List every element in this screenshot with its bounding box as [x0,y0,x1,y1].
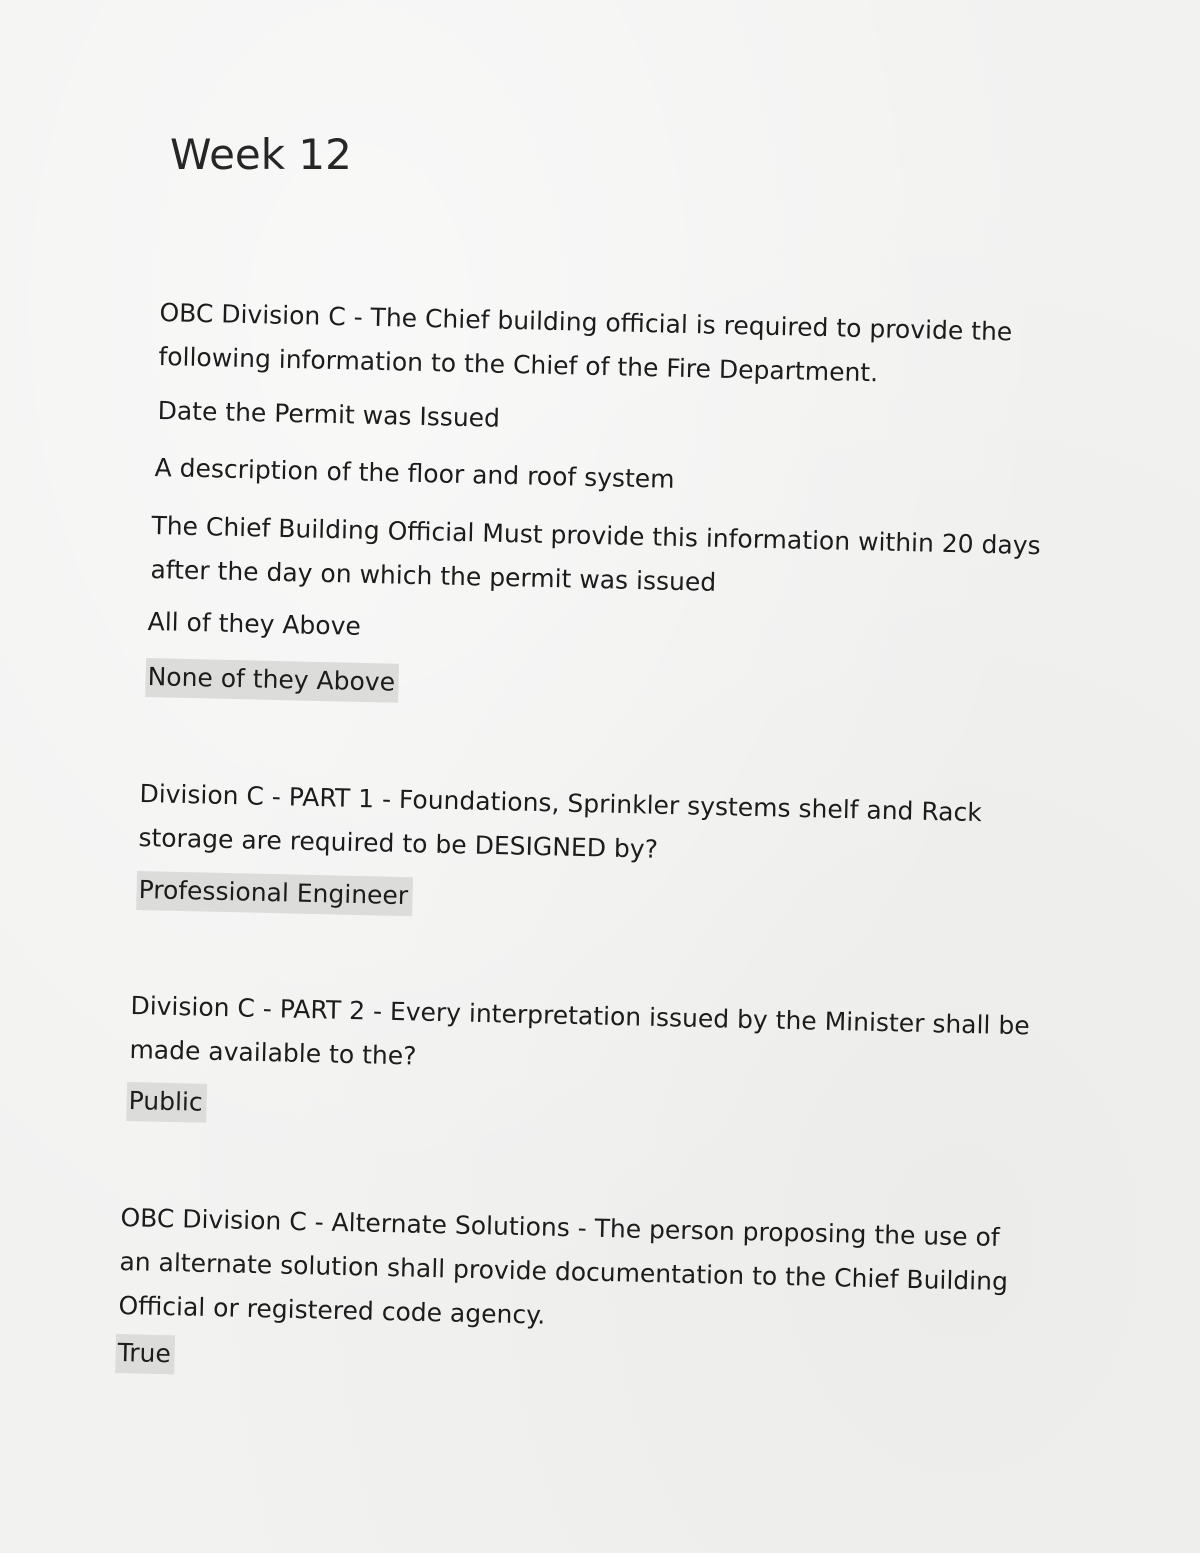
question-3-text: Division C - PART 2 - Every interpretation issued by the Minister shall be made available to the? [129,990,1030,1071]
question-1-text: OBC Division C - The Chief building official is required to provide the following information to the Chief of the Fire Department. [158,297,1013,388]
question-2-text: Division C - PART 1 - Foundations, Sprinkler systems shelf and Rack storage are required to be DESIGNED by? [138,778,983,864]
question-1-option-3: The Chief Building Official Must provide this information within 20 days after the day on which the permit was issued [150,510,1041,597]
question-4-text: OBC Division C - Alternate Solutions - The person proposing the use of an alternate solution shall provide documentation to the Chief Building Official or registered code agency. [118,1202,1009,1330]
page-title: Week 12 [170,130,352,179]
question-4-answer [115,1338,175,1369]
question-1-option-5-highlighted [145,662,399,698]
question-3-answer [126,1086,207,1118]
answer-highlight: True [115,1334,175,1374]
question-1-option-4: All of they Above [147,607,362,641]
answer-highlight: None of they Above [145,658,399,703]
question-1-option-1: Date the Permit was Issued [157,396,501,433]
question-1-option-2: A description of the floor and roof system [154,453,675,494]
answer-highlight: Professional Engineer [136,871,412,916]
answer-highlight: Public [126,1082,207,1123]
question-2-answer [136,875,412,911]
